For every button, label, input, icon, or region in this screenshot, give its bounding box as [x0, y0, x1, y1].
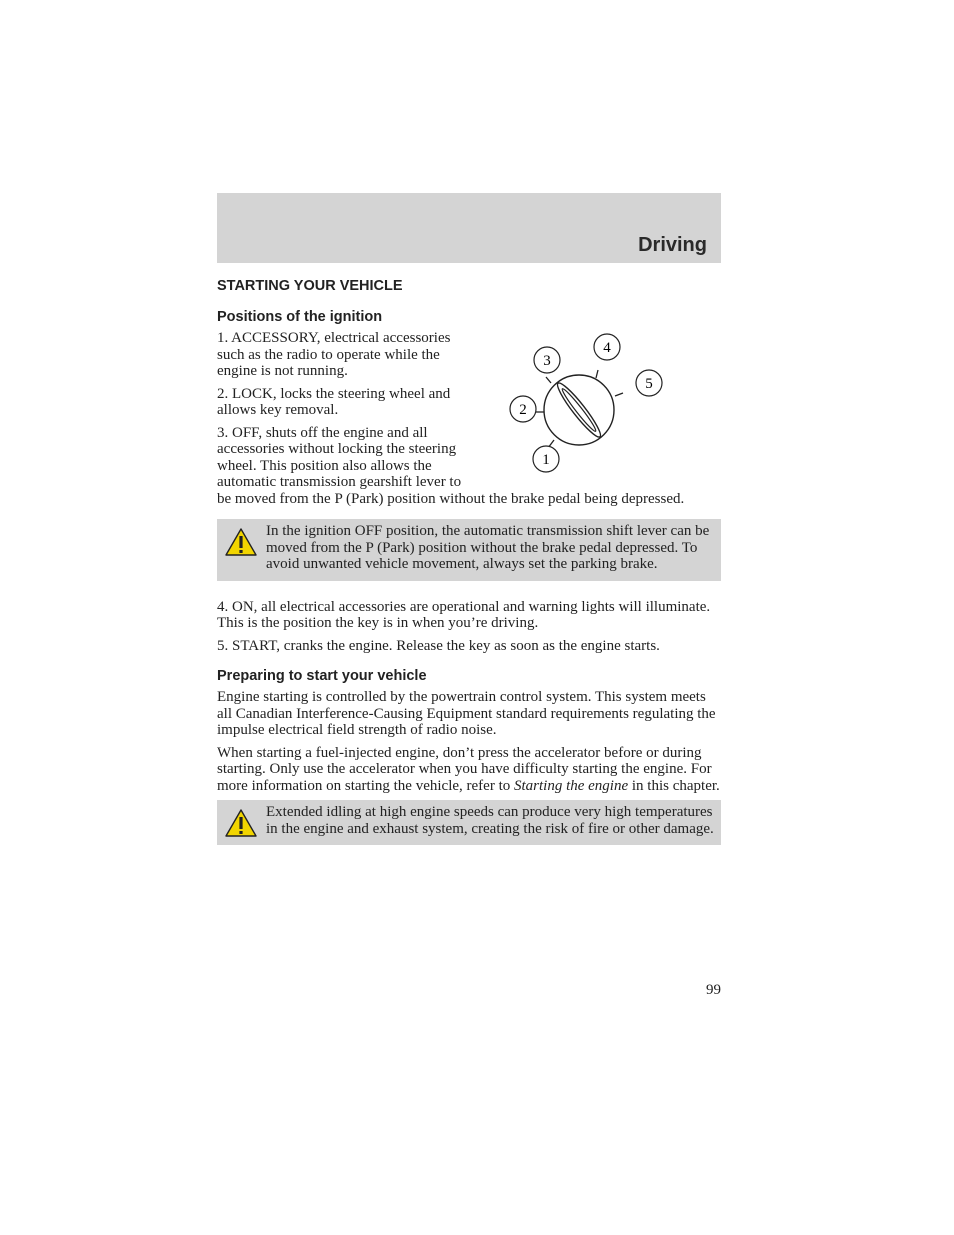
fuel-injected-paragraph: [217, 745, 721, 795]
page-content: [217, 276, 721, 863]
fuel-paragraph-end: in this chapter.: [631, 777, 720, 794]
warning-box-idling: [217, 800, 721, 845]
position-3-text: 3. OFF, shuts off the engine and all accessories without locking the steering wheel. This position also allows the automatic transmission gearshift lever to be moved from the P (Park) position without the brake pedal being depressed.: [217, 424, 685, 507]
position-label-4: 4: [603, 340, 611, 356]
ignition-positions-figure: [467, 330, 725, 480]
position-1-text: 1. ACCESSORY, electrical accessories such as the radio to operate while the engine is not running.: [217, 330, 451, 379]
ignition-section: [217, 330, 721, 507]
fuel-paragraph-start: When starting a fuel-injected engine, don’t press the accelerator before or during starting. Only use the accelerator when you have difficulty starting the engine. For more information on starting the vehicle, refer to: [217, 744, 712, 794]
subsection-title-ignition: Positions of the ignition: [217, 309, 383, 325]
warning-triangle-icon: [224, 527, 258, 557]
position-4-text: 4. ON, all electrical accessories are operational and warning lights will illuminate. This is the position the key is in when you’re driving.: [217, 598, 711, 631]
chapter-header-bar: [217, 193, 721, 263]
position-5-text: 5. START, cranks the engine. Release the key as soon as the engine starts.: [217, 637, 660, 654]
warning-text-ignition: In the ignition OFF position, the automatic transmission shift lever can be moved from the P (Park) position without the brake pedal depressed. To avoid unwanted vehicle movement, always set the parking brake.: [266, 523, 710, 572]
position-label-3: 3: [543, 353, 551, 369]
warning-triangle-icon: [224, 808, 258, 838]
position-label-1: 1: [542, 452, 550, 468]
engine-control-paragraph: Engine starting is controlled by the powertrain control system. This system meets all Canadian Interference-Causing Equipment standard requirements regulating the impulse electrical field strength of radio noise.: [217, 689, 716, 738]
warning-box-ignition: [217, 519, 721, 581]
section-title: STARTING YOUR VEHICLE: [217, 278, 403, 294]
chapter-title: Driving: [638, 234, 707, 256]
subsection-title-prepare: Preparing to start your vehicle: [217, 668, 427, 684]
position-2-text: 2. LOCK, locks the steering wheel and allows key removal.: [217, 385, 451, 418]
warning-text-idling: Extended idling at high engine speeds can produce very high temperatures in the engine and exhaust system, creating the risk of fire or other damage.: [266, 804, 714, 837]
position-label-5: 5: [645, 376, 653, 392]
position-label-2: 2: [519, 402, 527, 418]
cross-reference-starting-engine: Starting the engine: [513, 777, 629, 794]
page-number: 99: [706, 982, 721, 998]
